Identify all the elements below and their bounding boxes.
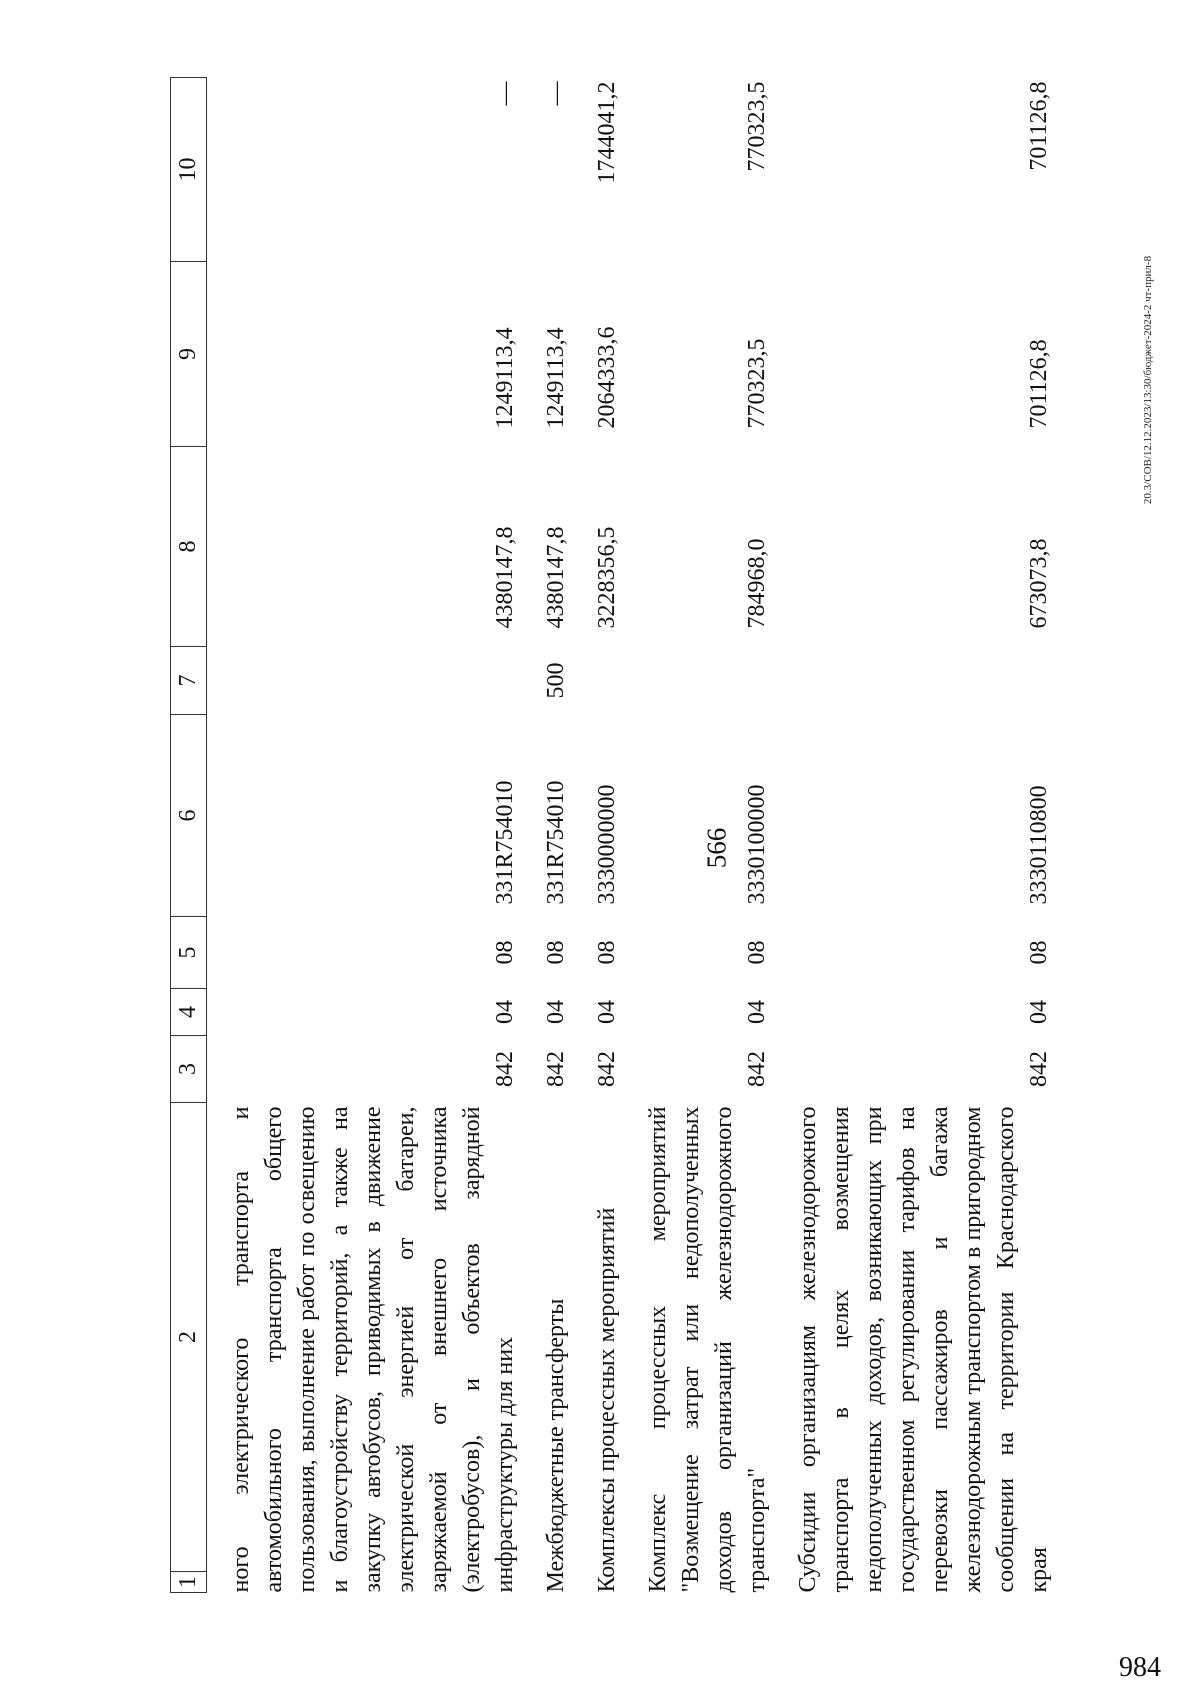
row-col-9: 770323,5 (744, 338, 770, 429)
row-col-3: 842 (1026, 1051, 1052, 1087)
row-col-7 (624, 647, 774, 715)
row-col-7 (573, 647, 624, 715)
row-col-6: 3330100000 (744, 784, 770, 905)
page-number: 566 (701, 827, 732, 869)
row-col-4: 04 (492, 1000, 518, 1024)
budget-table-rotated (170, 78, 1052, 1593)
table-row (573, 78, 624, 1593)
row-col-5: 08 (1026, 940, 1052, 965)
column-number-9: 9 (171, 262, 207, 447)
row-col-5: 08 (543, 940, 569, 965)
row-col-6: 331R754010 (492, 780, 518, 905)
column-number-7: 7 (171, 647, 207, 715)
row-col-5: 08 (594, 940, 620, 965)
page-footer-number: 984 (1119, 1652, 1161, 1683)
row-col-10: 1744041,2 (594, 81, 620, 184)
row-col-9: 2064333,6 (594, 326, 620, 429)
row-col-10: 770323,5 (744, 81, 770, 172)
row-name: Межбюджетные трансферты (543, 1298, 569, 1593)
row-col-9: 1249113,4 (492, 327, 518, 429)
row-col-9: 701126,8 (1026, 339, 1052, 429)
row-col-6: 331R754010 (543, 780, 569, 905)
row-col-4: 04 (744, 1000, 770, 1024)
row-col-6: 3330000000 (594, 784, 620, 905)
column-number-8: 8 (171, 447, 207, 647)
table-row (774, 78, 1056, 1593)
row-col-3: 842 (744, 1051, 770, 1087)
row-col-4: 04 (594, 1000, 620, 1024)
row-col-3: 842 (492, 1051, 518, 1087)
column-number-6: 6 (171, 715, 207, 917)
column-number-1: 1 (171, 1571, 206, 1592)
row-col-5: 08 (492, 940, 518, 965)
row-col-8: 784968,0 (744, 538, 770, 629)
row-col-3: 842 (594, 1051, 620, 1087)
column-number-5: 5 (171, 917, 207, 989)
document-stamp: 20.3/СОВ/12.12.2023/13:30/бюджет-2024-2 чт-прил-8 (1142, 255, 1154, 505)
row-col-7 (207, 647, 523, 715)
row-name: ного электрического транспорта и автомобильного транспорта общего пользования, выполнение работ по освещению и благоустройству территорий, а также на закупку автобусов, приводимых в движение электрической энергией от батареи, заряжаемой от внешнего источника (электробусов), и объектов зарядной инфраструктуры для них (228, 1106, 518, 1593)
column-number-1-2 (171, 1103, 207, 1593)
column-number-3: 3 (171, 1036, 207, 1103)
row-col-10: — (492, 81, 518, 106)
row-col-3: 842 (543, 1051, 569, 1087)
column-number-row (171, 78, 207, 1593)
row-col-4: 04 (543, 1000, 569, 1024)
row-col-10: 701126,8 (1026, 81, 1052, 171)
table-row (624, 78, 774, 1593)
row-name: Комплексы процессных мероприятий (594, 1207, 620, 1593)
column-number-10: 10 (171, 78, 207, 262)
table-row (522, 78, 573, 1593)
row-col-6: 3330110800 (1026, 785, 1052, 905)
row-name: Субсидии организациям железнодорожного транспорта в целях возмещения недополученных доходов, возникающих при государственном регулировании тарифов на перевозки пассажиров и багажа железнодорожным транспортом в пригородном сообщении на территории Краснодарского края (795, 1106, 1052, 1593)
row-col-8: 4380147,8 (492, 526, 518, 629)
row-col-7: 500 (543, 662, 569, 699)
row-col-8: 673073,8 (1026, 538, 1052, 629)
row-col-5: 08 (744, 940, 770, 965)
budget-table (170, 77, 1056, 1593)
row-col-7 (774, 647, 1056, 715)
row-name: Комплекс процессных мероприятий "Возмещение затрат или недополученных доходов организаций железнодорожного транспорта" (645, 1106, 770, 1593)
row-col-10: — (543, 81, 569, 106)
table-row (207, 78, 523, 1593)
row-col-4: 04 (1026, 1000, 1052, 1024)
column-number-4: 4 (171, 989, 207, 1036)
column-number-2: 2 (175, 1331, 201, 1343)
row-col-8: 3228356,5 (594, 526, 620, 629)
row-col-8: 4380147,8 (543, 526, 569, 629)
row-col-9: 1249113,4 (543, 327, 569, 429)
